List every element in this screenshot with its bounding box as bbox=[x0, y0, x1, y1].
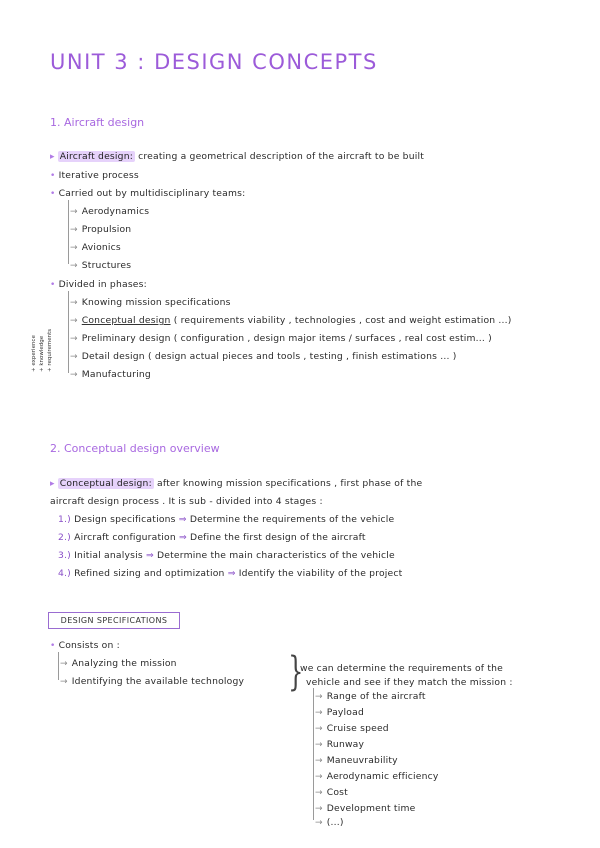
implies-icon: ⇒ bbox=[179, 532, 187, 543]
team-item bbox=[70, 224, 131, 235]
highlighted-term: Conceptual design: bbox=[59, 478, 152, 489]
page-title: UNIT 3 : DESIGN CONCEPTS bbox=[50, 50, 378, 74]
section-1-heading: 1. Aircraft design bbox=[50, 116, 145, 129]
tree-line bbox=[68, 291, 69, 373]
arrow-icon: → bbox=[60, 677, 68, 687]
requirement-item bbox=[315, 691, 426, 702]
phase-detail: ( design actual pieces and tools , testing , finish estimations ... ) bbox=[147, 351, 457, 362]
team-item bbox=[70, 260, 131, 271]
requirement-item bbox=[315, 739, 364, 750]
tree-line bbox=[313, 688, 314, 820]
arrow-icon: → bbox=[315, 756, 323, 766]
carried-text: Carried out by multidisciplinary teams: bbox=[58, 188, 246, 199]
definition-text: creating a geometrical description of the aircraft to be built bbox=[138, 151, 425, 162]
dot-icon: • bbox=[50, 171, 59, 181]
requirement-label: Maneuvrability bbox=[326, 755, 398, 766]
consists-item bbox=[50, 640, 120, 651]
phase-name: Manufacturing bbox=[81, 369, 151, 380]
definition-line-2: aircraft design process . It is sub - divided into 4 stages : bbox=[50, 496, 323, 507]
arrow-icon: → bbox=[315, 804, 323, 814]
stage-name: Aircraft configuration bbox=[74, 532, 176, 543]
design-specifications-box: DESIGN SPECIFICATIONS bbox=[48, 612, 180, 629]
tree-line bbox=[68, 200, 69, 264]
phase-name: Conceptual design bbox=[81, 315, 171, 326]
brace-icon: } bbox=[288, 649, 304, 695]
requirement-label: Runway bbox=[326, 739, 365, 750]
conceptual-design-definition bbox=[50, 478, 422, 489]
phase-item bbox=[70, 333, 492, 344]
phase-item bbox=[70, 351, 457, 362]
requirement-item bbox=[315, 755, 398, 766]
stage-number: 3.) bbox=[58, 550, 71, 561]
requirement-item bbox=[315, 723, 389, 734]
stage-description: Determine the requirements of the vehicle bbox=[189, 514, 395, 525]
analysis-label: Analyzing the mission bbox=[71, 658, 177, 669]
stage-name: Design specifications bbox=[74, 514, 176, 525]
analysis-item bbox=[60, 658, 177, 669]
phase-item bbox=[70, 369, 151, 380]
stage-description: Define the first design of the aircraft bbox=[190, 532, 366, 543]
arrow-icon: → bbox=[60, 659, 68, 669]
requirement-label: Cost bbox=[326, 787, 348, 798]
arrow-icon: → bbox=[70, 261, 78, 271]
phase-item bbox=[70, 315, 512, 326]
analysis-item bbox=[60, 676, 244, 687]
stage-item bbox=[58, 568, 402, 579]
bullet-icon: ▸ bbox=[50, 479, 58, 489]
stage-description: Identify the viability of the project bbox=[238, 568, 403, 579]
arrow-icon: → bbox=[70, 298, 78, 308]
highlighted-term: Aircraft design: bbox=[59, 151, 134, 162]
phase-name: Preliminary design bbox=[81, 333, 171, 344]
implies-icon: ⇒ bbox=[227, 568, 236, 579]
team-label: Aerodynamics bbox=[81, 206, 150, 217]
arrow-icon: → bbox=[315, 740, 323, 750]
phase-detail: ( requirements viability , technologies , cost and weight estimation ...) bbox=[173, 315, 512, 326]
requirement-label: Payload bbox=[326, 707, 364, 718]
conclusion-line-1: we can determine the requirements of the bbox=[300, 663, 504, 674]
stage-description: Determine the main characteristics of the vehicle bbox=[156, 550, 395, 561]
stage-item bbox=[58, 532, 366, 543]
requirement-item bbox=[315, 803, 415, 814]
team-label: Avionics bbox=[81, 242, 121, 253]
arrow-icon: → bbox=[315, 692, 323, 702]
dot-icon: • bbox=[50, 641, 59, 651]
team-item bbox=[70, 242, 121, 253]
arrow-icon: → bbox=[315, 788, 323, 798]
requirement-item bbox=[315, 817, 344, 828]
analysis-label: Identifying the available technology bbox=[71, 676, 245, 687]
team-label: Structures bbox=[81, 260, 132, 271]
iterative-text: Iterative process bbox=[58, 170, 139, 181]
implies-icon: ⇒ bbox=[145, 550, 154, 561]
requirement-item bbox=[315, 771, 439, 782]
team-label: Propulsion bbox=[81, 224, 132, 235]
arrow-icon: → bbox=[70, 352, 78, 362]
arrow-icon: → bbox=[315, 772, 323, 782]
arrow-icon: → bbox=[70, 207, 78, 217]
arrow-icon: → bbox=[70, 243, 78, 253]
requirement-label: (...) bbox=[326, 817, 344, 828]
phase-detail: ( configuration , design major items / surfaces , real cost estim... ) bbox=[173, 333, 492, 344]
requirement-item bbox=[315, 787, 348, 798]
divided-text: Divided in phases: bbox=[58, 279, 147, 290]
stage-item bbox=[58, 514, 394, 525]
stage-number: 1.) bbox=[58, 514, 71, 525]
requirement-label: Aerodynamic efficiency bbox=[326, 771, 439, 782]
definition-line-1: after knowing mission specifications , first phase of the bbox=[157, 478, 423, 489]
implies-icon: ⇒ bbox=[178, 514, 187, 525]
phase-item bbox=[70, 297, 231, 308]
arrow-icon: → bbox=[70, 225, 78, 235]
conclusion-line-2: vehicle and see if they match the mission : bbox=[306, 677, 513, 688]
arrow-icon: → bbox=[70, 334, 78, 344]
stage-name: Initial analysis bbox=[74, 550, 143, 561]
stage-item bbox=[58, 550, 395, 561]
requirement-label: Development time bbox=[326, 803, 416, 814]
arrow-icon: → bbox=[315, 724, 323, 734]
tree-line bbox=[58, 652, 59, 680]
requirement-item bbox=[315, 707, 364, 718]
carried-item bbox=[50, 188, 245, 199]
arrow-icon: → bbox=[70, 370, 78, 380]
arrow-icon: → bbox=[315, 708, 323, 718]
dot-icon: • bbox=[50, 280, 59, 290]
requirement-label: Cruise speed bbox=[326, 723, 389, 734]
stage-number: 4.) bbox=[58, 568, 71, 579]
arrow-icon: → bbox=[70, 316, 78, 326]
side-note: + requirements bbox=[47, 328, 53, 372]
stage-number: 2.) bbox=[58, 532, 71, 543]
aircraft-design-definition bbox=[50, 151, 424, 162]
side-note: + experience bbox=[31, 335, 37, 372]
dot-icon: • bbox=[50, 189, 59, 199]
arrow-icon: → bbox=[315, 818, 323, 828]
consists-text: Consists on : bbox=[58, 640, 120, 651]
section-2-heading: 2. Conceptual design overview bbox=[50, 442, 220, 455]
divided-item bbox=[50, 279, 147, 290]
side-note: + knowledge bbox=[39, 335, 45, 372]
stage-name: Refined sizing and optimization bbox=[74, 568, 225, 579]
team-item bbox=[70, 206, 149, 217]
requirement-label: Range of the aircraft bbox=[326, 691, 426, 702]
iterative-item bbox=[50, 170, 139, 181]
phase-name: Knowing mission specifications bbox=[81, 297, 231, 308]
bullet-icon: ▸ bbox=[50, 152, 58, 162]
phase-name: Detail design bbox=[81, 351, 145, 362]
